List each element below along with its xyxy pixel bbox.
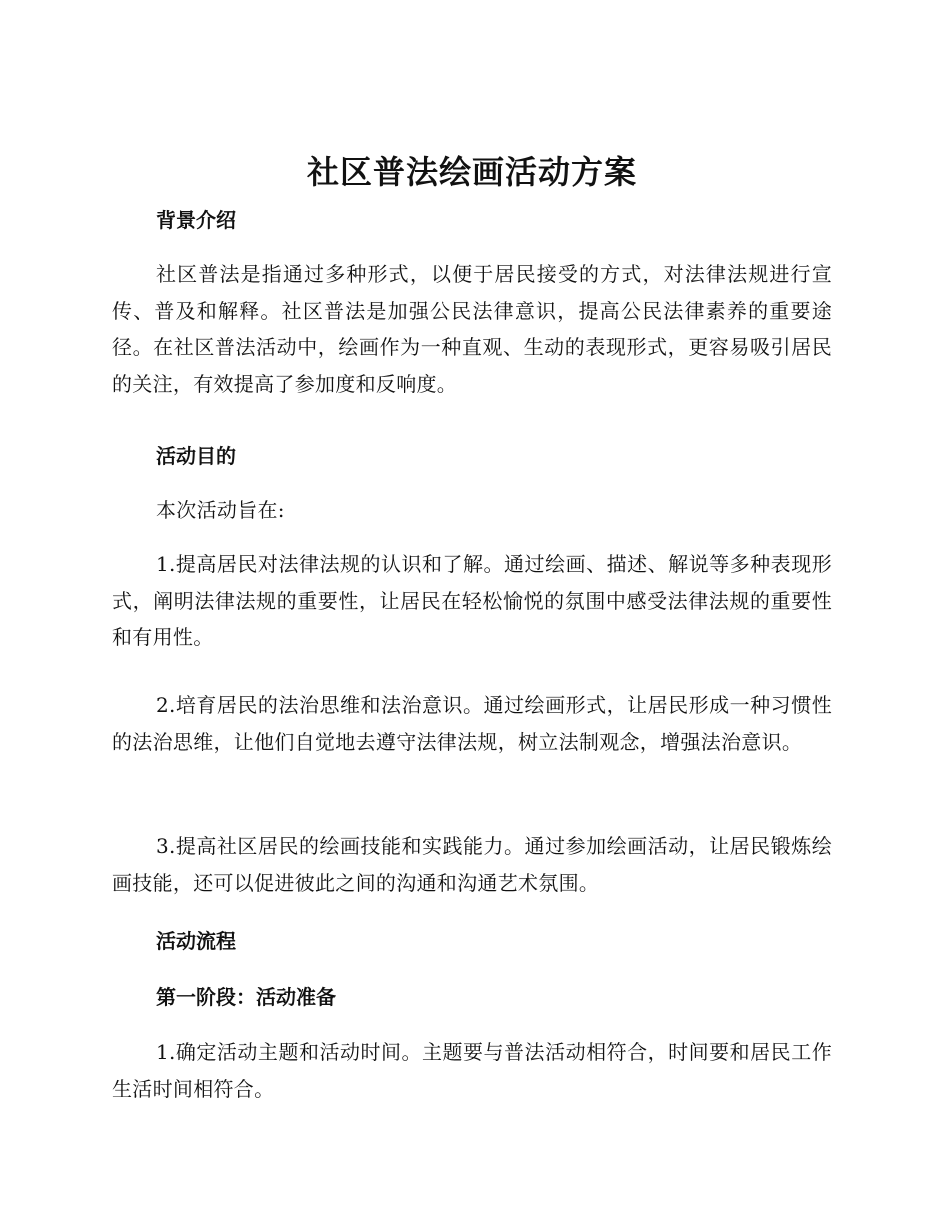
background-paragraph: 社区普法是指通过多种形式，以便于居民接受的方式，对法律法规进行宣传、普及和解释。社区普法是加强公民法律意识，提高公民法律素养的重要途径。在社区普法活动中，绘画作为一种直观、生动的表现形式，更容易吸引居民的关注，有效提高了参加度和反响度。 bbox=[112, 262, 832, 396]
stage1-heading: 第一阶段：活动准备 bbox=[156, 985, 336, 1009]
purpose-item-2: 2.培育居民的法治思维和法治意识。通过绘画形式，让居民形成一种习惯性的法治思维，让他们自觉地去遵守法律法规，树立法制观念，增强法治意识。 bbox=[112, 693, 832, 754]
purpose-item-3: 3.提高社区居民的绘画技能和实践能力。通过参加绘画活动，让居民锻炼绘画技能，还可以促进彼此之间的沟通和沟通艺术氛围。 bbox=[112, 834, 832, 895]
document-title: 社区普法绘画活动方案 bbox=[306, 153, 637, 191]
section-heading-process: 活动流程 bbox=[156, 929, 236, 953]
purpose-item-1: 1.提高居民对法律法规的认识和了解。通过绘画、描述、解说等多种表现形式，阐明法律法规的重要性，让居民在轻松愉悦的氛围中感受法律法规的重要性和有用性。 bbox=[112, 552, 832, 649]
section-heading-background: 背景介绍 bbox=[156, 208, 236, 232]
purpose-intro: 本次活动旨在: bbox=[156, 498, 285, 522]
stage1-item-1: 1.确定活动主题和活动时间。主题要与普法活动相符合，时间要和居民工作生活时间相符合。 bbox=[112, 1040, 832, 1101]
section-heading-purpose: 活动目的 bbox=[156, 444, 236, 468]
